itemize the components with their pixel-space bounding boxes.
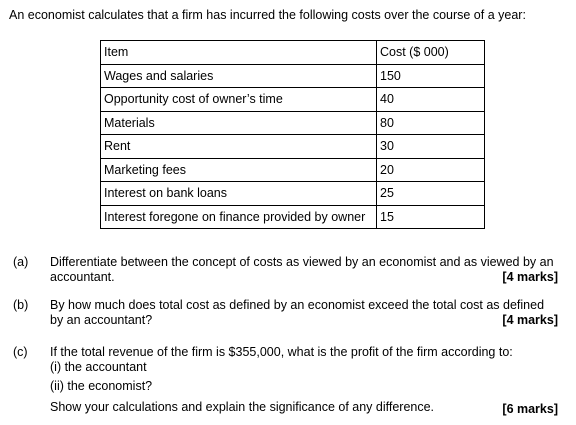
table-header-row	[101, 41, 485, 65]
table-row	[101, 64, 485, 88]
question-c-line-3: (ii) the economist?	[50, 379, 153, 393]
row-cost: 40	[377, 88, 485, 112]
table-row	[101, 135, 485, 159]
question-c-marks: [6 marks]	[502, 402, 558, 416]
costs-table	[100, 40, 485, 229]
header-cost: Cost ($ 000)	[377, 41, 485, 65]
question-a-marks: [4 marks]	[502, 270, 558, 284]
table-row	[101, 158, 485, 182]
row-item: Materials	[101, 111, 377, 135]
question-a-line-1: Differentiate between the concept of costs as viewed by an economist and as viewed by an	[50, 255, 554, 269]
question-a-line-2: accountant.	[50, 270, 115, 284]
table-row	[101, 88, 485, 112]
question-c-line-1: If the total revenue of the firm is $355,000, what is the profit of the firm according to:	[50, 345, 513, 359]
question-b-label: (b)	[13, 298, 29, 312]
question-a-label: (a)	[13, 255, 29, 269]
question-b-line-2: by an accountant?	[50, 313, 153, 327]
row-item: Interest on bank loans	[101, 182, 377, 206]
row-cost: 25	[377, 182, 485, 206]
table-row	[101, 182, 485, 206]
question-c-line-4: Show your calculations and explain the significance of any difference.	[50, 400, 435, 414]
question-c-line-2: (i) the accountant	[50, 360, 147, 374]
table-row	[101, 205, 485, 229]
question-b-marks: [4 marks]	[502, 313, 558, 327]
header-item: Item	[101, 41, 377, 65]
question-c-label: (c)	[13, 345, 28, 359]
intro-text: An economist calculates that a firm has incurred the following costs over the course of a year:	[9, 8, 526, 22]
row-cost: 80	[377, 111, 485, 135]
row-item: Rent	[101, 135, 377, 159]
question-b-line-1: By how much does total cost as defined by an economist exceed the total cost as defined	[50, 298, 545, 312]
row-item: Marketing fees	[101, 158, 377, 182]
row-item: Wages and salaries	[101, 64, 377, 88]
table-row	[101, 111, 485, 135]
row-cost: 150	[377, 64, 485, 88]
row-cost: 20	[377, 158, 485, 182]
row-item: Interest foregone on finance provided by owner	[101, 205, 377, 229]
row-cost: 15	[377, 205, 485, 229]
row-cost: 30	[377, 135, 485, 159]
row-item: Opportunity cost of owner’s time	[101, 88, 377, 112]
